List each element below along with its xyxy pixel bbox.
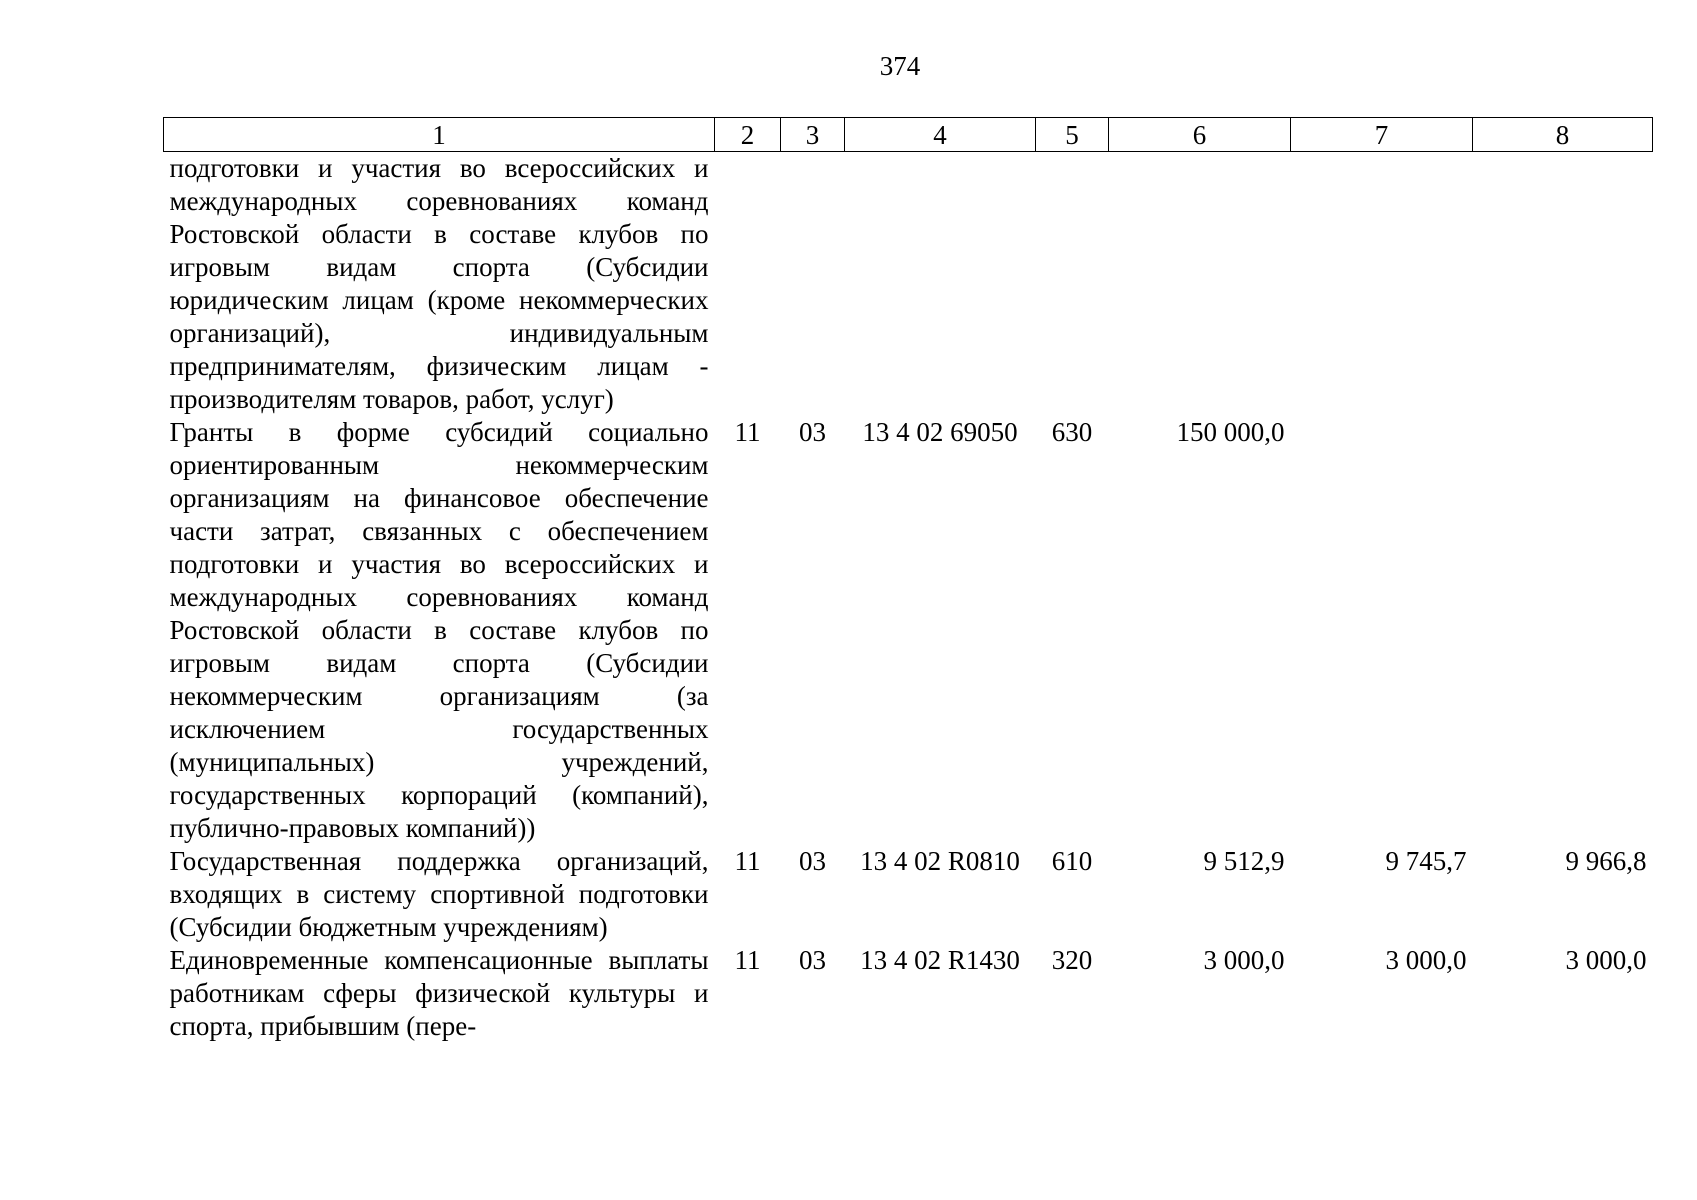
table-row xyxy=(164,845,1653,944)
row-expense-type: 320 xyxy=(1051,945,1093,975)
row-amount-3: 9 966,8 xyxy=(1565,846,1647,876)
row-section: 11 xyxy=(734,846,761,876)
column-header: 2 xyxy=(715,118,781,152)
table-header-row xyxy=(164,118,1653,152)
table-row xyxy=(164,152,1653,417)
page-number: 374 xyxy=(879,51,921,81)
row-amount-3 xyxy=(1473,416,1653,845)
row-subsection xyxy=(781,152,845,417)
column-header: 8 xyxy=(1473,118,1653,152)
budget-table xyxy=(163,117,1653,1043)
table-row xyxy=(164,416,1653,845)
row-target-article: 13 4 02 69050 xyxy=(862,417,1018,447)
row-subsection: 03 xyxy=(799,846,826,876)
row-subsection: 03 xyxy=(799,945,826,975)
table-row xyxy=(164,944,1653,1043)
row-amount-3 xyxy=(1473,152,1653,417)
row-description: подготовки и участия во всероссийских и международных соревнованиях команд Ростовской области в составе клубов по игровым видам спорта (Субсидии юридическим лицам (кроме некоммерческих организаций), индивидуальным предпринимателям, физическим лицам - производителям товаров, работ, услуг) xyxy=(169,153,709,414)
row-amount-1: 150 000,0 xyxy=(1176,417,1285,447)
row-amount-1: 3 000,0 xyxy=(1203,945,1285,975)
column-header: 6 xyxy=(1109,118,1291,152)
row-target-article: 13 4 02 R1430 xyxy=(860,945,1020,975)
row-expense-type: 630 xyxy=(1051,417,1093,447)
row-amount-1 xyxy=(1109,152,1291,417)
row-expense-type: 610 xyxy=(1051,846,1093,876)
row-target-article xyxy=(845,152,1036,417)
column-header: 4 xyxy=(845,118,1036,152)
row-amount-1: 9 512,9 xyxy=(1203,846,1285,876)
row-amount-2 xyxy=(1291,152,1473,417)
row-amount-3: 3 000,0 xyxy=(1565,945,1647,975)
row-description: Гранты в форме субсидий социально ориентированным некоммерческим организациям на финансовое обеспечение части затрат, связанных с обеспечением подготовки и участия во всероссийских и международных соревнованиях команд Ростовской области в составе клубов по игровым видам спорта (Субсидии некоммерческим организациям (за исключением государственных (муниципальных) учреждений, государственных корпораций (компаний), публично-правовых компаний)) xyxy=(169,417,709,843)
row-section xyxy=(715,152,781,417)
row-description: Государственная поддержка организаций, входящих в систему спортивной подготовки (Субсидии бюджетным учреждениям) xyxy=(169,846,709,942)
row-amount-2: 3 000,0 xyxy=(1385,945,1467,975)
row-amount-2: 9 745,7 xyxy=(1385,846,1467,876)
column-header: 3 xyxy=(781,118,845,152)
row-section: 11 xyxy=(734,945,761,975)
row-description: Единовременные компенсационные выплаты работникам сферы физической культуры и спорта, прибывшим (пере- xyxy=(169,945,709,1041)
row-amount-2 xyxy=(1291,416,1473,845)
row-subsection: 03 xyxy=(799,417,826,447)
row-expense-type xyxy=(1036,152,1109,417)
column-header: 5 xyxy=(1036,118,1109,152)
row-target-article: 13 4 02 R0810 xyxy=(860,846,1020,876)
row-section: 11 xyxy=(734,417,761,447)
column-header: 7 xyxy=(1291,118,1473,152)
column-header: 1 xyxy=(164,118,715,152)
